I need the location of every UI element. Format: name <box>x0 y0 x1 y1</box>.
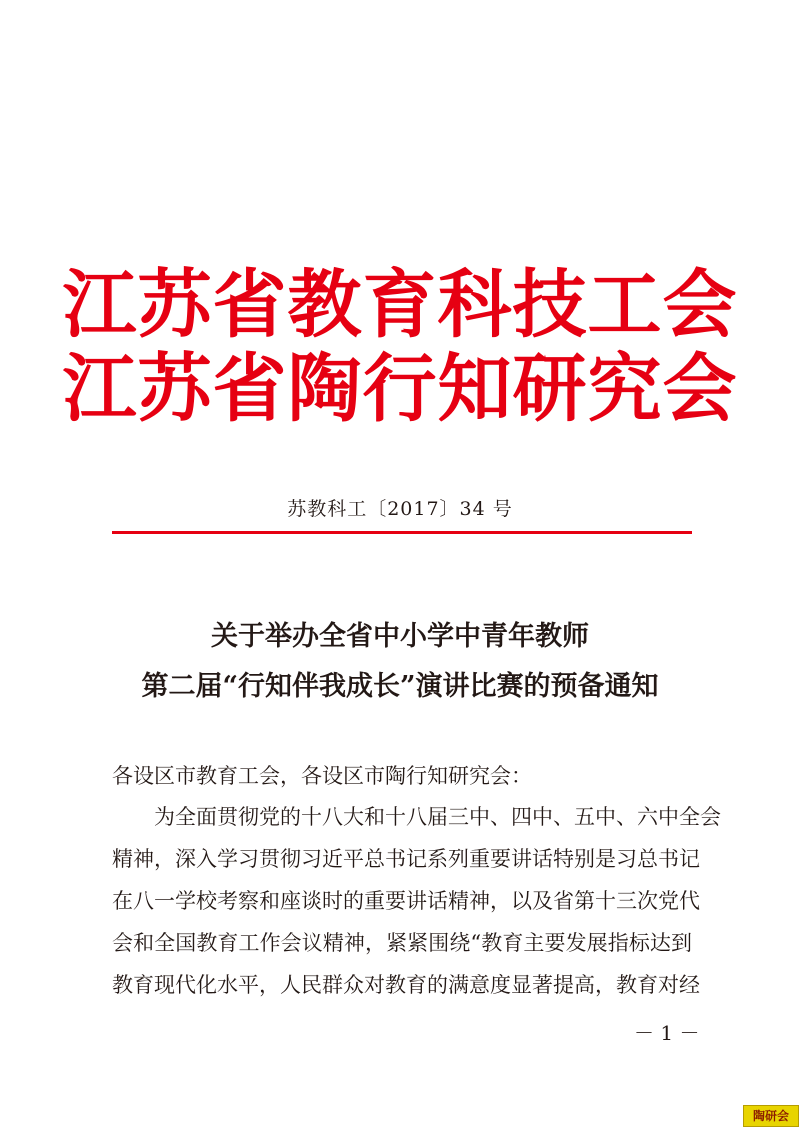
notice-title-line-1: 关于举办全省中小学中青年教师 <box>211 621 589 652</box>
masthead-line-1: 江苏省教育科技工会 <box>62 262 738 348</box>
body-line: 教育现代化水平，人民群众对教育的满意度显著提高，教育对经 <box>112 973 700 997</box>
red-divider <box>112 531 692 534</box>
body-line: 精神，深入学习贯彻习近平总书记系列重要讲话特别是习总书记 <box>112 847 700 871</box>
body-line: 为全面贯彻党的十八大和十八届三中、四中、五中、六中全会 <box>112 805 721 829</box>
watermark-logo: 陶研会 <box>743 1105 799 1127</box>
document-number: 苏教科工〔2017〕34 号 <box>287 498 513 520</box>
body-line: 会和全国教育工作会议精神，紧紧围绕“教育主要发展指标达到 <box>112 931 692 955</box>
page-number: － 1 － <box>634 1021 700 1045</box>
salutation: 各设区市教育工会，各设区市陶行知研究会： <box>112 764 532 788</box>
masthead-line-2: 江苏省陶行知研究会 <box>62 346 738 432</box>
body-line: 在八一学校考察和座谈时的重要讲话精神，以及省第十三次党代 <box>112 889 700 913</box>
notice-title-line-2: 第二届“行知伴我成长”演讲比赛的预备通知 <box>141 671 659 702</box>
